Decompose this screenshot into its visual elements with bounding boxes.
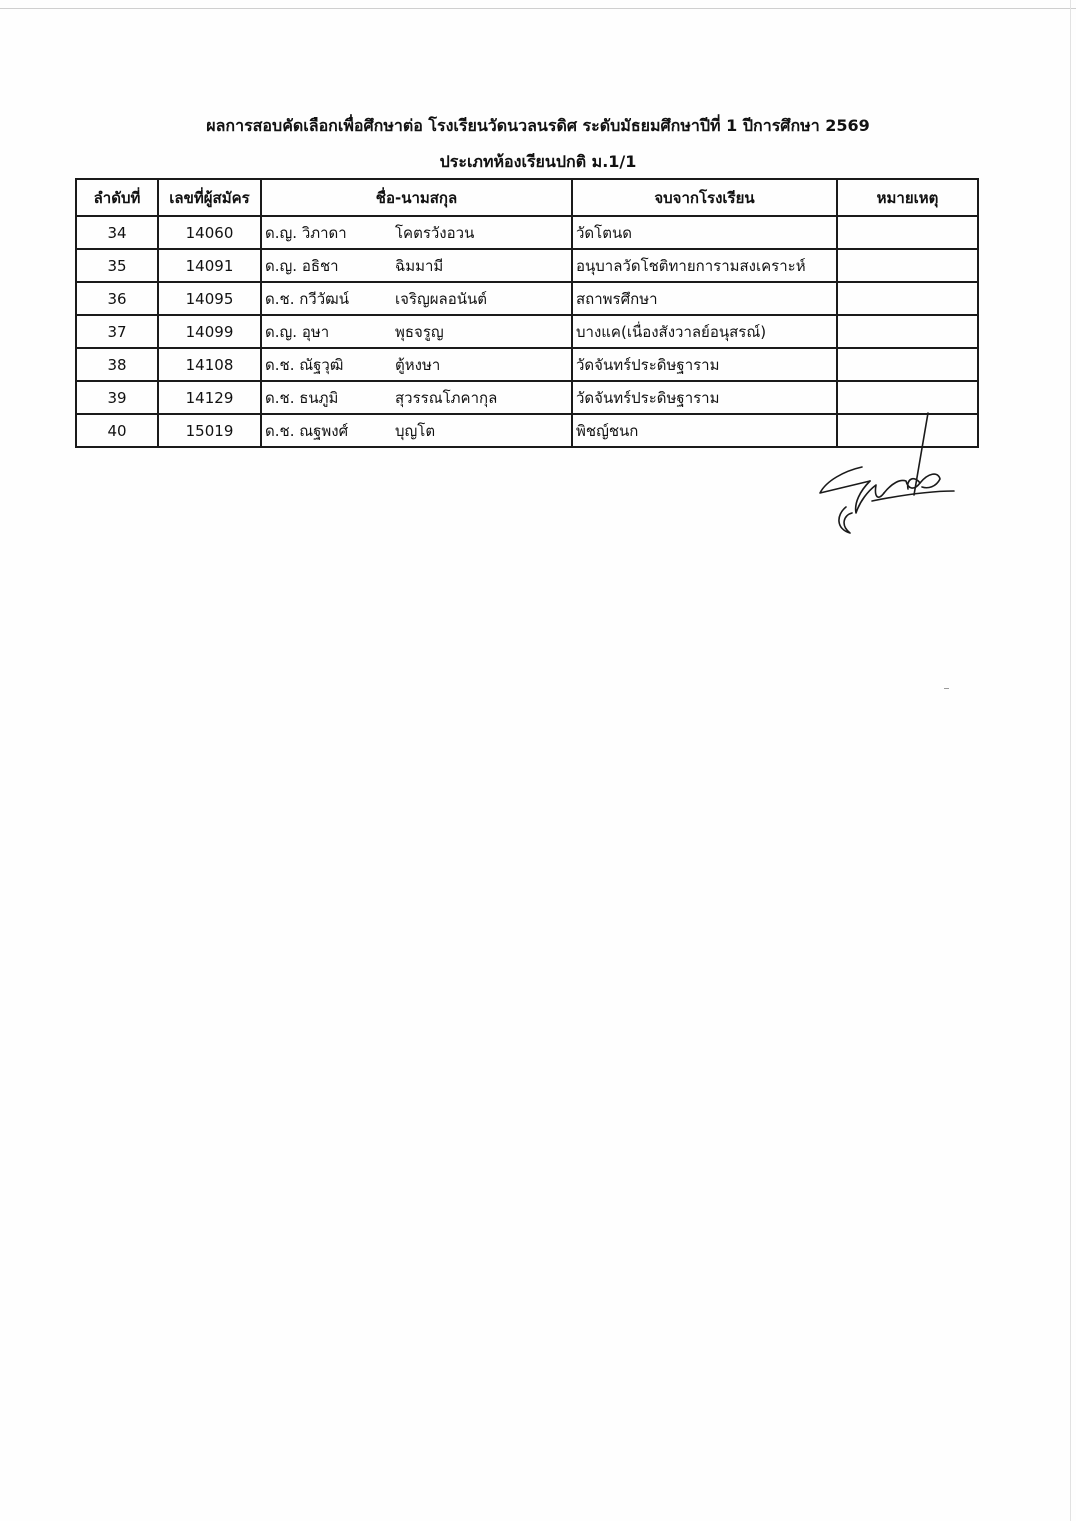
- remarks-cell: [837, 315, 978, 348]
- order-cell: 34: [76, 216, 158, 249]
- order-cell: 35: [76, 249, 158, 282]
- table-row: [76, 216, 978, 249]
- last-name: ฉิมมามี: [395, 256, 444, 275]
- last-name: เจริญผลอนันต์: [395, 289, 487, 308]
- applicant-number-cell: 15019: [158, 414, 261, 447]
- full-name-cell: [261, 414, 572, 447]
- column-header-previous-school: จบจากโรงเรียน: [572, 179, 837, 216]
- previous-school-cell: วัดโตนด: [572, 216, 837, 249]
- column-header-remarks: หมายเหตุ: [837, 179, 978, 216]
- last-name: บุญโต: [395, 421, 436, 440]
- column-header-full-name: ชื่อ-นามสกุล: [261, 179, 572, 216]
- previous-school-cell: พิชญ์ชนก: [572, 414, 837, 447]
- column-header-order: ลำดับที่: [76, 179, 158, 216]
- first-name: ด.ช. กวีวัฒน์: [265, 289, 349, 308]
- scan-right-edge: [1070, 0, 1071, 1521]
- previous-school-cell: สถาพรศึกษา: [572, 282, 837, 315]
- applicant-number-cell: 14095: [158, 282, 261, 315]
- table-row: [76, 282, 978, 315]
- remarks-cell: [837, 216, 978, 249]
- applicant-number-cell: 14099: [158, 315, 261, 348]
- document-subtitle: ประเภทห้องเรียนปกติ ม.1/1: [439, 152, 637, 171]
- last-name: พุธจรูญ: [395, 322, 444, 341]
- order-cell: 38: [76, 348, 158, 381]
- remarks-cell: [837, 348, 978, 381]
- full-name-cell: [261, 315, 572, 348]
- first-name: ด.ช. ณัฐวุฒิ: [265, 355, 344, 374]
- first-name: ด.ญ. อธิชา: [265, 256, 339, 275]
- last-name: โคตรวังอวน: [395, 223, 475, 242]
- signature: [810, 405, 970, 545]
- last-name: สุวรรณโภคากุล: [395, 388, 498, 407]
- applicant-number-cell: 14060: [158, 216, 261, 249]
- applicant-number-cell: 14091: [158, 249, 261, 282]
- order-cell: 36: [76, 282, 158, 315]
- full-name-cell: [261, 381, 572, 414]
- scan-top-edge: [0, 8, 1076, 9]
- full-name-cell: [261, 348, 572, 381]
- previous-school-cell: วัดจันทร์ประดิษฐาราม: [572, 381, 837, 414]
- applicant-number-cell: 14129: [158, 381, 261, 414]
- first-name: ด.ช. ณฐพงศ์: [265, 421, 349, 440]
- remarks-cell: [837, 282, 978, 315]
- previous-school-cell: บางแค(เนื่องสังวาลย์อนุสรณ์): [572, 315, 837, 348]
- column-header-applicant-number: เลขที่ผู้สมัคร: [158, 179, 261, 216]
- full-name-cell: [261, 282, 572, 315]
- last-name: ตู้หงษา: [395, 355, 441, 374]
- scan-speck: [944, 688, 949, 689]
- first-name: ด.ญ. อุษา: [265, 322, 330, 341]
- first-name: ด.ญ. วิภาดา: [265, 223, 347, 242]
- table-row: [76, 348, 978, 381]
- first-name: ด.ช. ธนภูมิ: [265, 388, 339, 407]
- order-cell: 37: [76, 315, 158, 348]
- applicant-number-cell: 14108: [158, 348, 261, 381]
- document-title: ผลการสอบคัดเลือกเพื่อศึกษาต่อ โรงเรียนวัดนวลนรดิศ ระดับมัธยมศึกษาปีที่ 1 ปีการศึกษา 2569: [206, 116, 870, 135]
- remarks-cell: [837, 249, 978, 282]
- full-name-cell: [261, 216, 572, 249]
- table-row: [76, 249, 978, 282]
- order-cell: 39: [76, 381, 158, 414]
- full-name-cell: [261, 249, 572, 282]
- table-header-row: [76, 179, 978, 216]
- table-row: [76, 315, 978, 348]
- order-cell: 40: [76, 414, 158, 447]
- previous-school-cell: อนุบาลวัดโชติทายการามสงเคราะห์: [572, 249, 837, 282]
- previous-school-cell: วัดจันทร์ประดิษฐาราม: [572, 348, 837, 381]
